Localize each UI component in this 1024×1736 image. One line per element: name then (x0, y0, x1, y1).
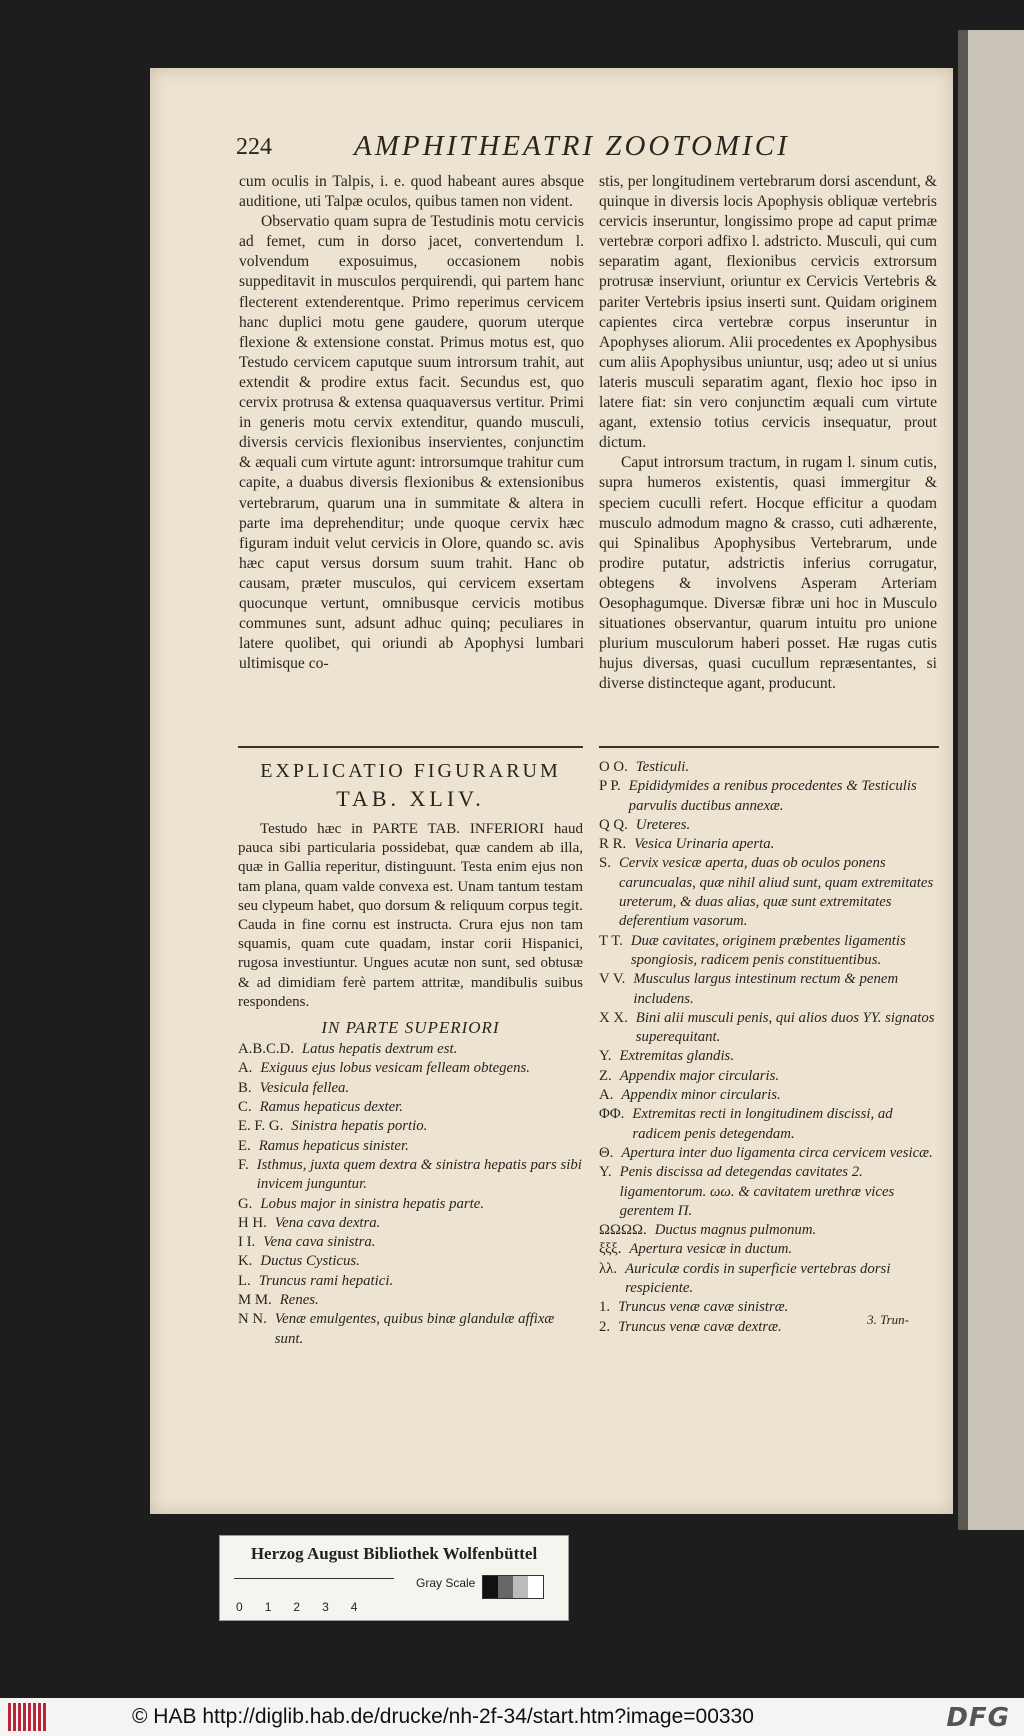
legend-key: F. (238, 1156, 249, 1173)
legend-entry (599, 835, 939, 854)
legend-entry (599, 1221, 939, 1240)
legend-key: X X. (599, 1009, 628, 1026)
legend-entry (238, 1137, 583, 1156)
legend-key: R R. (599, 836, 627, 853)
gray-scale-label: Gray Scale (416, 1576, 476, 1590)
legend-text: Renes. (279, 1291, 319, 1308)
column-top-right (599, 172, 937, 694)
legend-text: Vena cava sinistra. (263, 1234, 376, 1251)
legend-text: Auriculæ cordis in superficie vertebras dorsi respiciente. (625, 1260, 891, 1297)
legend-entry (599, 1047, 939, 1066)
legend-key: Υ. (599, 1164, 612, 1181)
legend-key: I I. (238, 1234, 256, 1251)
intro-paragraph: Testudo hæc in PARTE TAB. INFERIORI haud pauca sibi particularia possidebat, quæ candem ab illa, quæ in Gallia reperitur, distinguunt. Testa enim ejus non tam plana, quam valde convexa est. Unam tantum testam seu clypeum habet, quo dorsum & reliquum corpus tegit. Cauda in fine cornu est instructa. Crura ejus non tam squamis, quam cute quadam, instar corii Hispanici, rugosa investiuntur. Ungues acutæ non sunt, sed obtusæ & ad dimidiam ferè partem attritæ, mandibulis suibus respondens. (238, 821, 583, 1010)
column-bottom-left (238, 758, 583, 1349)
footer-url-text[interactable]: © HAB http://diglib.hab.de/drucke/nh-2f-34/start.htm?image=00330 (132, 1705, 754, 1728)
scale-tick: 4 (350, 1600, 358, 1614)
legend-key: V V. (599, 971, 626, 988)
legend-entry (599, 1240, 939, 1259)
scale-tick: 1 (264, 1600, 272, 1614)
legend-entry (238, 1156, 583, 1195)
legend-key: H H. (238, 1214, 267, 1231)
dfg-logo: DFG (946, 1703, 1010, 1733)
footer-bar (0, 1698, 1024, 1736)
legend-entry (238, 1214, 583, 1233)
legend-key: Q Q. (599, 816, 628, 833)
legend-key: S. (599, 855, 611, 872)
legend-text: Penis discissa ad detegendas cavitates 2. ligamentorum. ωω. & cavitatem urethræ vices gerentem Π. (619, 1164, 895, 1219)
legend-text: Truncus venæ cavæ dextræ. (618, 1318, 782, 1335)
section-tab: TAB. XLIV. (336, 786, 485, 811)
catchword: 3. Trun- (867, 1312, 909, 1327)
legend-text: Apertura inter duo ligamenta circa cervicem vesicæ. (621, 1144, 933, 1161)
legend-key: λλ. (599, 1260, 618, 1277)
legend-entry (599, 816, 939, 835)
legend-right (599, 758, 939, 1337)
legend-text: Ductus Cysticus. (260, 1253, 360, 1270)
legend-entry (238, 1272, 583, 1291)
sub-heading: IN PARTE SUPERIORI (321, 1018, 500, 1038)
legend-entry (238, 1117, 583, 1136)
legend-text: Exiguus ejus lobus vesicam felleam obtegens. (260, 1060, 530, 1077)
legend-key: Θ. (599, 1144, 614, 1161)
legend-key: K. (238, 1253, 253, 1270)
scale-bar (234, 1578, 394, 1593)
legend-text: Vesicula fellea. (259, 1079, 350, 1096)
legend-key: 2. (599, 1318, 611, 1335)
legend-text: Lobus major in sinistra hepatis parte. (260, 1195, 485, 1212)
legend-entry (599, 932, 939, 971)
legend-entry (238, 1195, 583, 1214)
legend-text: Appendix major circularis. (619, 1067, 780, 1084)
page-number: 224 (236, 134, 272, 160)
legend-text: Extremitas recti in longitudinem discissi, ad radicem penis detegendam. (632, 1106, 893, 1142)
legend-text: Duæ cavitates, originem præbentes ligamentis spongiosis, radicem penis constituentibus. (630, 932, 906, 968)
section-rule-right (599, 746, 939, 748)
legend-key: A. (238, 1060, 253, 1077)
legend-entry (238, 1059, 583, 1078)
legend-key: ξξξ. (599, 1241, 622, 1258)
legend-entry (599, 1086, 939, 1105)
scale-tick: 0 (236, 1600, 243, 1614)
scale-tick: 2 (293, 1600, 301, 1614)
page-header (236, 130, 913, 166)
legend-entry (599, 1163, 939, 1221)
legend-key: Y. (599, 1048, 612, 1065)
legend-key: Z. (599, 1067, 612, 1084)
legend-key: A. (599, 1087, 614, 1104)
paragraph: cum oculis in Talpis, i. e. quod habeant aures absque auditione, uti Talpæ oculos, quibus tamen non vident. (239, 173, 584, 211)
legend-text: Truncus rami hepatici. (258, 1272, 394, 1289)
legend-text: Musculus largus intestinum rectum & penem includens. (633, 971, 899, 1007)
legend-key: 1. (599, 1299, 611, 1316)
legend-key: T T. (599, 932, 623, 949)
legend-text: Isthmus, juxta quem dextra & sinistra hepatis pars sibi invicem junguntur. (256, 1156, 582, 1193)
legend-text: Apertura vesicæ in ductum. (629, 1241, 793, 1258)
legend-entry (599, 1144, 939, 1163)
legend-text: Vesica Urinaria aperta. (634, 836, 775, 853)
library-color-card (219, 1535, 569, 1621)
paragraph: Caput introrsum tractum, in rugam l. sinum cutis, supra humeros existentis, quasi immergitur & speciem cuculli refert. Hocque efficitur a quodam musculo admodum magno & crasso, cuti adhærente, qui Spinalibus Apophysibus Vertebrarum, unde prodire putatur, adstrictis inferius corrugatur, obtegens & involvens Asperam Arteriam Oesophagumque. Diversæ fibræ uni hoc in Musculo situationes observantur, quarum intuitu pro unione plurium musculorum haberi posset. Hæ rugas cutis hujus diversas, quasi cucullum repræsentantes, si diverse distincteque agant, producunt. (599, 454, 937, 693)
legend-key: O O. (599, 759, 628, 775)
legend-entry (238, 1310, 583, 1349)
legend-key: P P. (599, 778, 621, 795)
legend-entry (238, 1252, 583, 1271)
legend-entry (599, 1009, 939, 1048)
legend-text: Vena cava dextra. (274, 1214, 381, 1231)
legend-key: A.B.C.D. (238, 1041, 294, 1058)
legend-key: C. (238, 1099, 252, 1116)
legend-text: Truncus venæ cavæ sinistræ. (618, 1299, 789, 1316)
legend-key: B. (238, 1079, 252, 1096)
legend-text: Cervix vesicæ aperta, duas ob oculos ponens caruncualas, quæ nihil aliud sunt, quam extremitates ureterum, & duas alias, quæ sunt extremitates deferentium vasorum. (618, 855, 934, 930)
adjacent-page-edge (958, 30, 1024, 1530)
scale-numbers (236, 1600, 357, 1614)
book-page (150, 68, 953, 1514)
legend-text: Ramus hepaticus sinister. (258, 1137, 409, 1154)
legend-entry (238, 1291, 583, 1310)
legend-key: G. (238, 1195, 253, 1212)
page-gutter-shadow (958, 30, 968, 1530)
legend-key: L. (238, 1272, 251, 1289)
legend-key: E. F. G. (238, 1118, 284, 1135)
scale-tick: 3 (322, 1600, 329, 1614)
legend-entry (599, 758, 939, 777)
section-rule-left (238, 746, 583, 748)
legend-key: ΩΩΩΩ. (599, 1222, 647, 1239)
legend-key: N N. (238, 1311, 267, 1328)
legend-entry (599, 970, 939, 1009)
legend-entry (599, 1067, 939, 1086)
legend-entry (599, 1105, 939, 1144)
legend-entry (238, 1098, 583, 1117)
legend-text: Appendix minor circularis. (621, 1087, 781, 1104)
gray-scale-swatch (482, 1575, 544, 1599)
card-title: Herzog August Bibliothek Wolfenbüttel (250, 1544, 538, 1563)
legend-text: Extremitas glandis. (619, 1048, 735, 1065)
paragraph: stis, per longitudinem vertebrarum dorsi ascendunt, & quinque in diversis locis Apophysis obliquæ vertebris cervicis inseruntur, longissimo prope ad caput primæ vertebræ corpori adfixo l. adstricto. Musculi, qui cum separatim agant, flexionibus cervicis extrorsum protrusæ inserviunt, oriuntur ex Cervicis Vertebris & pariter Vertebris ipsius inserti sunt. Quidam originem capientes circa vertebræ corpus inseruntur in Apophyses aliorum. Alii procedentes ex Apophysibus cum aliis Apophysibus uniuntur, usq; adeo ut si unius lateris musculi separatim agant, flexio hoc ipso in latere fiat: sin vero conjunctim æquali cum virtute agant, extensio totius cervicis insequatur, prout dictum. (599, 173, 937, 452)
paragraph: Observatio quam supra de Testudinis motu cervicis ad femet, cum in dorso jacet, convertendum l. volvendum exposuimus, occasionem nobis suppeditavit in musculos perquirendi, qui partem hanc flecterent extenderentque. Primo reperimus cervicem hanc duplici motu gene gaudere, quorum uterque flexione & extensione constat. Primus motus est, quo Testudo cervicem caputque suum introrsum trahit, aut extendit & prodire extus facit. Secundus est, quo cervix protrusa & extensa quaquaversus vertitur. Primi in generis motu cervix extenditur, quando musculi, diversis cervicis flexionibus inservientes, conjunctim & æquali cum virtute agunt: introrsumque trahitur cum capite, a duabus diversis flexionibus & extensionibus vertebrarum, quarum una in summitate & altera in parte ima deprehenditur; unde quoque cervix hæc figuram induit velut cervicis in Olore, quando sc. avis hæc caput versus dorsum suum trahit. Hanc ob causam, præter musculos, qui cervicem exsertam quocunque vertunt, omnibusque cervicis motibus communes sunt, adsunt adhuc quinq; peculiares in latere quolibet, qui oriundi ab Apophysi lumbari ultimisque co- (239, 213, 584, 673)
legend-text: Latus hepatis dextrum est. (301, 1041, 458, 1058)
legend-entry (599, 1260, 939, 1299)
legend-key: E. (238, 1137, 251, 1154)
hab-logo-icon (8, 1703, 48, 1731)
section-title: EXPLICATIO FIGURARUM (260, 760, 561, 782)
legend-entry (238, 1079, 583, 1098)
legend-text: Bini alii musculi penis, qui alios duos YY. signatos superequitant. (635, 1009, 935, 1046)
legend-entry (238, 1233, 583, 1252)
legend-text: Sinistra hepatis portio. (291, 1118, 428, 1135)
legend-key: M M. (238, 1291, 272, 1308)
legend-left (238, 1040, 583, 1349)
legend-text: Ureteres. (635, 816, 691, 833)
legend-entry (238, 1040, 583, 1059)
column-top-left (239, 172, 584, 674)
legend-text: Ramus hepaticus dexter. (259, 1099, 403, 1116)
legend-entry (599, 854, 939, 931)
legend-text: Epididymides a renibus procedentes & Testiculis parvulis ductibus annexæ. (628, 778, 917, 814)
legend-key: ΦΦ. (599, 1106, 625, 1123)
legend-text: Venæ emulgentes, quibus binæ glandulæ affixæ sunt. (274, 1311, 555, 1347)
legend-entry (599, 777, 939, 816)
legend-text: Testiculi. (635, 759, 690, 775)
running-head: AMPHITHEATRI ZOOTOMICI (354, 130, 790, 162)
column-bottom-right (599, 758, 939, 1337)
legend-text: Ductus magnus pulmonum. (654, 1222, 817, 1239)
